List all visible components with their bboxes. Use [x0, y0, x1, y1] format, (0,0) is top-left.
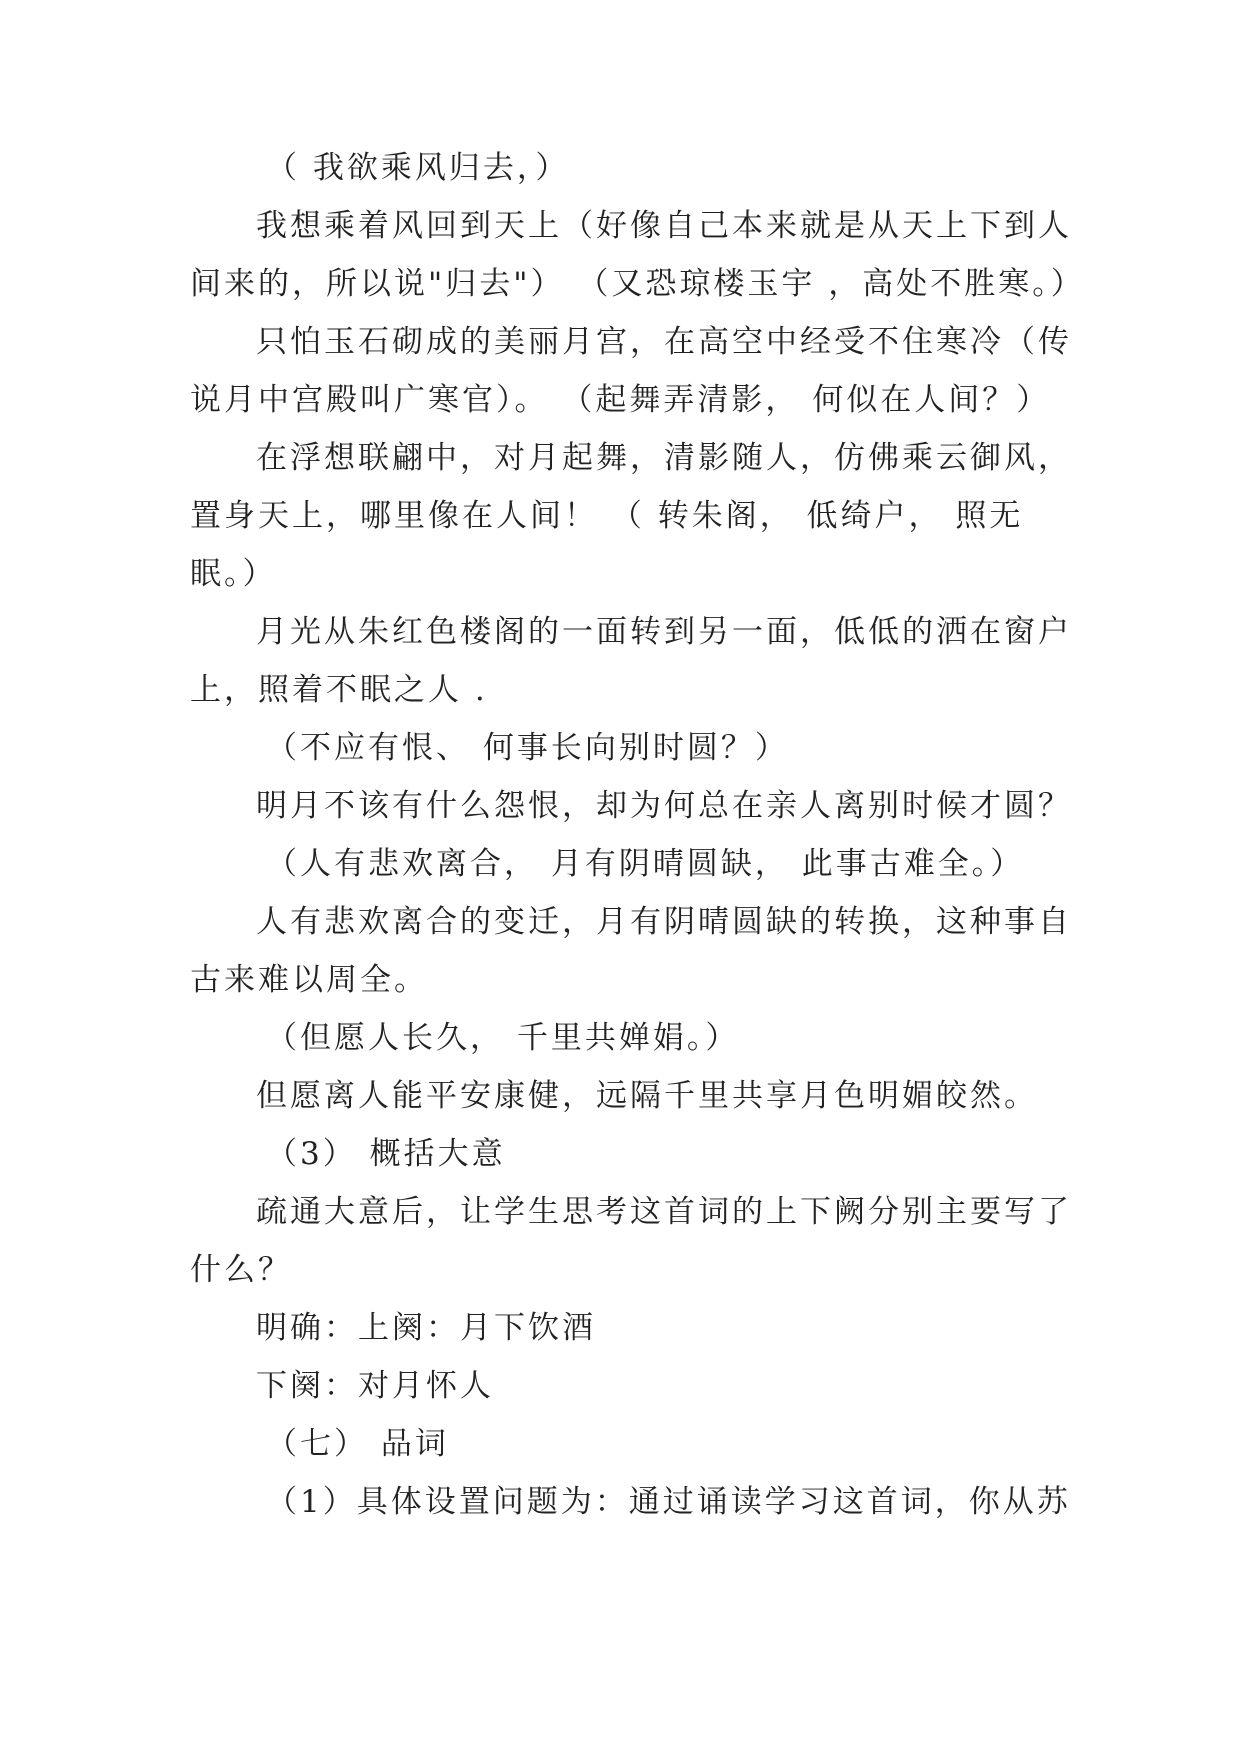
text-line: （不应有恨、 何事长向别时圆？） [266, 730, 789, 766]
text-line: 说月中宫殿叫广寒官）。 （起舞弄清影， 何似在人间？） [190, 382, 1051, 418]
text-line: 古来难以周全。 [190, 962, 428, 998]
section-heading: （3） 概括大意 [266, 1136, 506, 1172]
text-line: 只怕玉石砌成的美丽月宫，在高空中经受不住寒冷（传 [256, 324, 1072, 360]
text-line: 明月不该有什么怨恨，却为何总在亲人离别时候才圆？ [256, 788, 1072, 824]
text-line: 但愿离人能平安康健，远隔千里共享月色明媚皎然。 [256, 1078, 1038, 1114]
text-line: 间来的，所以说"归去"） （又恐琼楼玉宇 ，高处不胜寒。） [190, 266, 1085, 302]
text-line: 下阕：对月怀人 [256, 1368, 494, 1404]
text-line: （但愿人长久， 千里共婵娟。） [266, 1020, 740, 1056]
text-line: 月光从朱红色楼阁的一面转到另一面，低低的洒在窗户 [256, 614, 1072, 650]
text-line: 什么？ [190, 1252, 292, 1288]
text-line: 眠。） [190, 556, 277, 592]
section-heading: （七） 品词 [266, 1426, 449, 1462]
text-line: 人有悲欢离合的变迁，月有阴晴圆缺的转换，这种事自 [256, 904, 1072, 940]
text-line: （ 我欲乘风归去，） [266, 150, 570, 186]
text-line: 上，照着不眠之人 . [190, 672, 488, 708]
text-line: 置身天上，哪里像在人间！ （ 转朱阁， 低绮户， 照无 [190, 498, 1024, 534]
text-line: 在浮想联翩中，对月起舞，清影随人，仿佛乘云御风， [256, 440, 1072, 476]
text-line: 我想乘着风回到天上（好像自己本来就是从天上下到人 [256, 208, 1072, 244]
text-line: （人有悲欢离合， 月有阴晴圆缺， 此事古难全。） [266, 846, 1025, 882]
text-line: 明确：上阕：月下饮酒 [256, 1310, 596, 1346]
text-line: 疏通大意后，让学生思考这首词的上下阙分别主要写了 [256, 1194, 1072, 1230]
text-line: （1）具体设置问题为：通过诵读学习这首词，你从苏 [266, 1484, 1071, 1520]
